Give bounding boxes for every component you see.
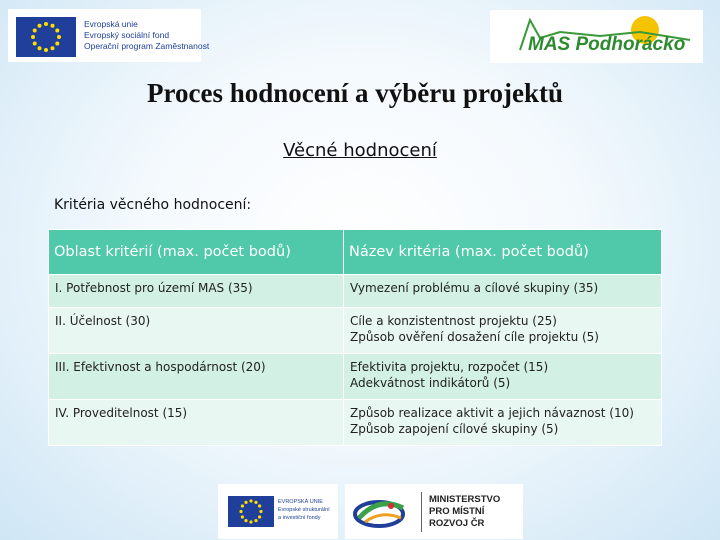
table-header-row [49, 230, 662, 275]
mas-logo-text: MAS Podhorácko [528, 34, 686, 55]
criteria-cell [344, 354, 662, 400]
criteria-table [48, 229, 662, 446]
criteria-label: Kritéria věcného hodnocení: [54, 197, 252, 213]
criteria-cell [344, 275, 662, 308]
eu-top-line-1: Evropská unie [84, 19, 138, 29]
criteria-cell [344, 400, 662, 446]
eu-top-line-3: Operační program Zaměstnanost [84, 41, 210, 51]
mmr-line-3: ROZVOJ ČR [429, 518, 485, 529]
header-criteria: Název kritéria (max. počet bodů) [344, 230, 662, 275]
eu-bottom-line-2: Evropské strukturální [278, 507, 330, 513]
table-row [49, 400, 662, 446]
eu-flag-icon [228, 496, 274, 527]
eu-top-line-2: Evropský sociální fond [84, 30, 170, 40]
mmr-line-2: PRO MÍSTNÍ [429, 506, 485, 517]
table-row [49, 354, 662, 400]
eu-bottom-line-3: a investiční fondy [278, 515, 321, 521]
criteria-line: Vymezení problému a cílové skupiny (35) [350, 281, 599, 295]
eu-bottom-line-1: EVROPSKÁ UNIE [278, 499, 323, 505]
criteria-line: Způsob realizace aktivit a jejich návaznost (10) [350, 406, 634, 420]
eu-esif-logo [218, 484, 338, 539]
area-cell: II. Účelnost (30) [49, 308, 344, 354]
header-area: Oblast kritérií (max. počet bodů) [49, 230, 344, 275]
table-row [49, 308, 662, 354]
mmr-emblem-icon [351, 492, 411, 532]
criteria-line: Způsob zapojení cílové skupiny (5) [350, 422, 559, 436]
mmr-line-1: MINISTERSTVO [429, 494, 501, 505]
area-cell: IV. Proveditelnost (15) [49, 400, 344, 446]
criteria-cell [344, 308, 662, 354]
mmr-logo [345, 484, 523, 539]
table-row [49, 275, 662, 308]
criteria-line: Adekvátnost indikátorů (5) [350, 376, 511, 390]
eu-flag-icon [16, 17, 76, 57]
eu-esf-logo [8, 9, 210, 62]
page-title: Proces hodnocení a výběru projektů [146, 78, 563, 108]
page-subtitle: Věcné hodnocení [283, 140, 437, 161]
area-cell: I. Potřebnost pro území MAS (35) [49, 275, 344, 308]
mas-podhoracko-logo [490, 10, 703, 63]
criteria-line: Způsob ověření dosažení cíle projektu (5) [350, 330, 599, 344]
area-cell: III. Efektivnost a hospodárnost (20) [49, 354, 344, 400]
criteria-line: Cíle a konzistentnost projektu (25) [350, 314, 557, 328]
criteria-line: Efektivita projektu, rozpočet (15) [350, 360, 549, 374]
